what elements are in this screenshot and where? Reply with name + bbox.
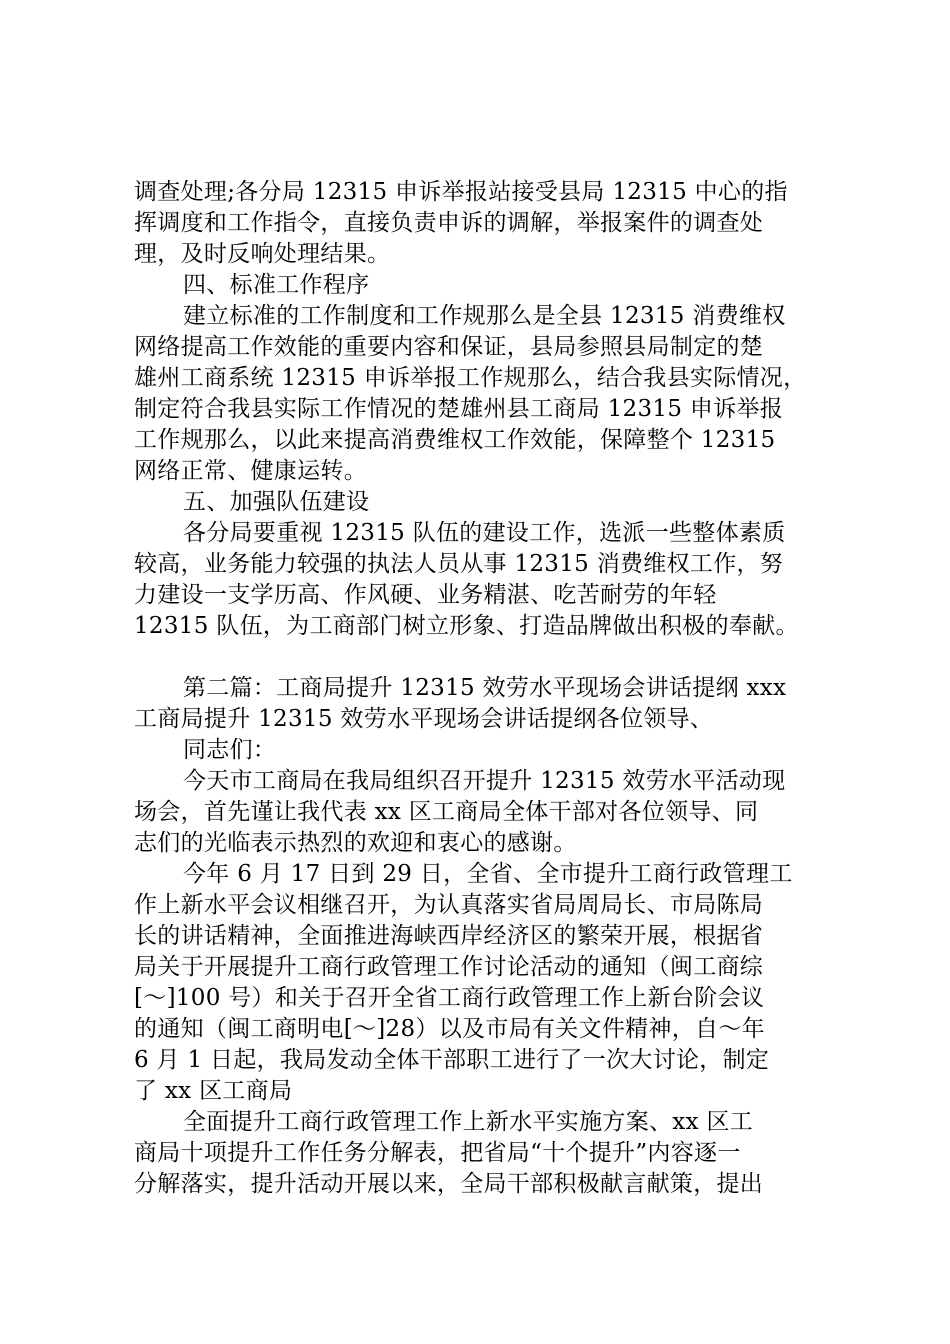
text-line: 商局十项提升工作任务分解表，把省局“十个提升”内容逐一 (134, 1140, 741, 1166)
text-line: 今年 6 月 17 日到 29 日，全省、全市提升工商行政管理工 (183, 861, 793, 887)
chapter-title: 第二篇：工商局提升 12315 效劳水平现场会讲话提纲 xxx (183, 675, 787, 701)
text-line: 力建设一支学历高、作风硬、业务精湛、吃苦耐劳的年轻 (134, 582, 717, 608)
text-line: 工作规那么，以此来提高消费维权工作效能，保障整个 12315 (134, 427, 776, 453)
text-line: 分解落实，提升活动开展以来，全局干部积极献言献策，提出 (134, 1171, 764, 1197)
text-line: 工商局提升 12315 效劳水平现场会讲话提纲各位领导、 (134, 706, 714, 732)
text-line: 制定符合我县实际工作情况的楚雄州县工商局 12315 申诉举报 (134, 396, 784, 422)
text-line: 志们的光临表示热烈的欢迎和衷心的感谢。 (134, 830, 577, 856)
text-line: 6 月 1 日起，我局发动全体干部职工进行了一次大讨论，制定 (134, 1047, 770, 1073)
text-line: 雄州工商系统 12315 申诉举报工作规那么，结合我县实际情况， (134, 365, 807, 391)
text-line: 各分局要重视 12315 队伍的建设工作，选派一些整体素质 (183, 520, 786, 546)
text-line: 网络正常、健康运转。 (134, 458, 367, 484)
section-heading: 五、加强队伍建设 (183, 489, 370, 515)
text-line: 网络提高工作效能的重要内容和保证，县局参照县局制定的楚 (134, 334, 764, 360)
text-line: 作上新水平会议相继召开，为认真落实省局周局长、市局陈局 (134, 892, 764, 918)
text-line: 较高，业务能力较强的执法人员从事 12315 消费维权工作，努 (134, 551, 784, 577)
text-line: 场会，首先谨让我代表 xx 区工商局全体干部对各位领导、同 (134, 799, 759, 825)
text-line: 理，及时反响处理结果。 (134, 241, 391, 267)
text-line: 局关于开展提升工商行政管理工作讨论活动的通知（闽工商综 (134, 954, 764, 980)
text-line: 的通知（闽工商明电[～]28）以及市局有关文件精神，自～年 (134, 1016, 765, 1042)
text-line: 建立标准的工作制度和工作规那么是全县 12315 消费维权 (183, 303, 786, 329)
text-line: 12315 队伍，为工商部门树立形象、打造品牌做出积极的奉献。 (134, 613, 799, 639)
text-line: [～]100 号）和关于召开全省工商行政管理工作上新台阶会议 (134, 985, 765, 1011)
text-line: 长的讲话精神，全面推进海峡西岸经济区的繁荣开展，根据省 (134, 923, 764, 949)
text-line: 了 xx 区工商局 (134, 1078, 293, 1104)
section-heading: 四、标准工作程序 (183, 272, 370, 298)
text-line: 挥调度和工作指令，直接负责申诉的调解，举报案件的调查处 (134, 210, 764, 236)
text-line: 调查处理;各分局 12315 申诉举报站接受县局 12315 中心的指 (134, 179, 788, 205)
text-line: 今天市工商局在我局组织召开提升 12315 效劳水平活动现 (183, 768, 786, 794)
salutation: 同志们： (183, 737, 277, 763)
text-line: 全面提升工商行政管理工作上新水平实施方案、xx 区工 (183, 1109, 754, 1135)
